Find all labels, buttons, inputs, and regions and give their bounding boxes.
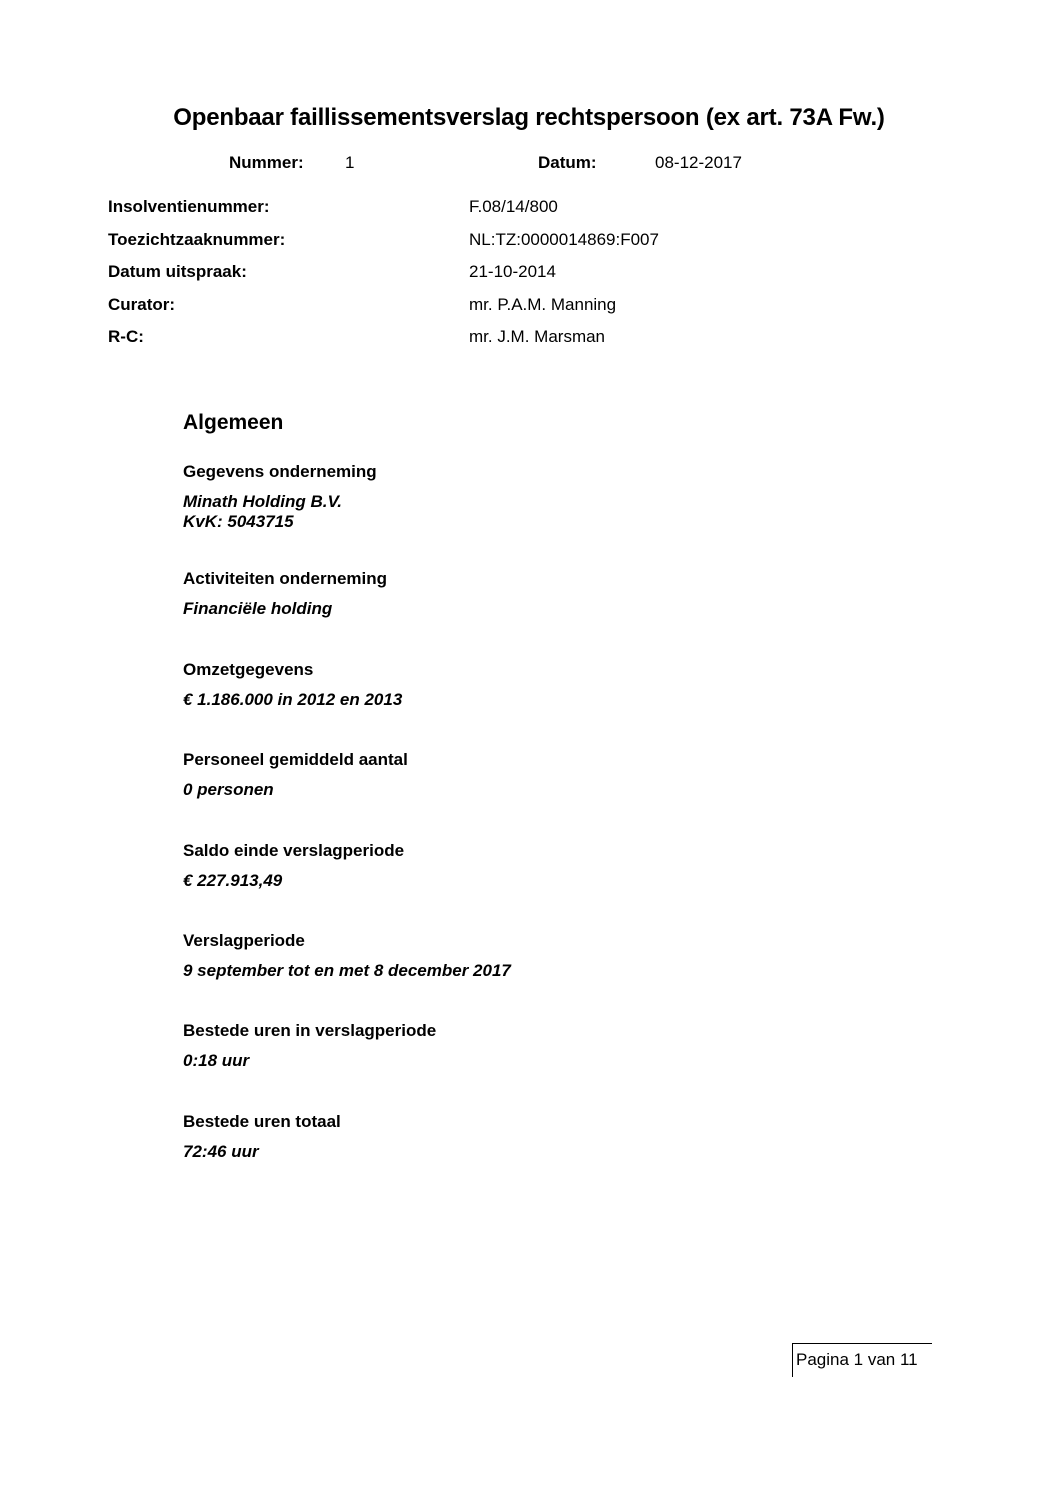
- section-personeel: [183, 750, 883, 800]
- field-label: Bestede uren totaal: [183, 1112, 341, 1131]
- insolventienummer-label: Insolventienummer:: [108, 197, 270, 216]
- company-name: Minath Holding B.V.: [183, 492, 342, 511]
- field-label: Gegevens onderneming: [183, 462, 377, 481]
- section-saldo: [183, 841, 883, 891]
- field-value: € 1.186.000 in 2012 en 2013: [183, 690, 403, 709]
- curator-value: mr. P.A.M. Manning: [469, 295, 617, 314]
- section-activiteiten-onderneming: [183, 569, 883, 619]
- toezichtzaaknummer-label: Toezichtzaaknummer:: [108, 230, 286, 249]
- nummer-label: Nummer:: [229, 153, 304, 172]
- toezichtzaaknummer-value: NL:TZ:0000014869:F007: [469, 230, 659, 249]
- section-omzetgegevens: [183, 660, 883, 710]
- curator-label: Curator:: [108, 295, 176, 314]
- rc-label: R-C:: [108, 327, 144, 346]
- kvk-number: KvK: 5043715: [183, 512, 294, 531]
- field-label: Verslagperiode: [183, 931, 305, 950]
- field-value: 0:18 uur: [183, 1051, 250, 1070]
- section-bestede-uren-totaal: [183, 1112, 883, 1162]
- datum-value: 08-12-2017: [655, 153, 742, 172]
- field-value: € 227.913,49: [183, 871, 283, 890]
- datum-label: Datum:: [538, 153, 597, 172]
- section-gegevens-onderneming: [183, 462, 883, 532]
- datum-uitspraak-value: 21-10-2014: [469, 262, 556, 281]
- page-number: Pagina 1 van 11: [792, 1343, 932, 1377]
- insolventienummer-value: F.08/14/800: [469, 197, 558, 216]
- field-value: 72:46 uur: [183, 1142, 259, 1161]
- section-heading-algemeen: Algemeen: [183, 411, 284, 434]
- field-value: Financiële holding: [183, 599, 333, 618]
- field-value: 9 september tot en met 8 december 2017: [183, 961, 511, 980]
- field-label: Bestede uren in verslagperiode: [183, 1021, 437, 1040]
- page-title: Openbaar faillissementsverslag rechtspersoon (ex art. 73A Fw.): [173, 104, 885, 131]
- field-label: Omzetgegevens: [183, 660, 314, 679]
- section-verslagperiode: [183, 931, 883, 981]
- field-value: 0 personen: [183, 780, 274, 799]
- datum-uitspraak-label: Datum uitspraak:: [108, 262, 247, 281]
- field-label: Saldo einde verslagperiode: [183, 841, 405, 860]
- nummer-value: 1: [345, 153, 355, 172]
- rc-value: mr. J.M. Marsman: [469, 327, 606, 346]
- field-label: Activiteiten onderneming: [183, 569, 388, 588]
- section-bestede-uren-periode: [183, 1021, 883, 1071]
- field-label: Personeel gemiddeld aantal: [183, 750, 408, 769]
